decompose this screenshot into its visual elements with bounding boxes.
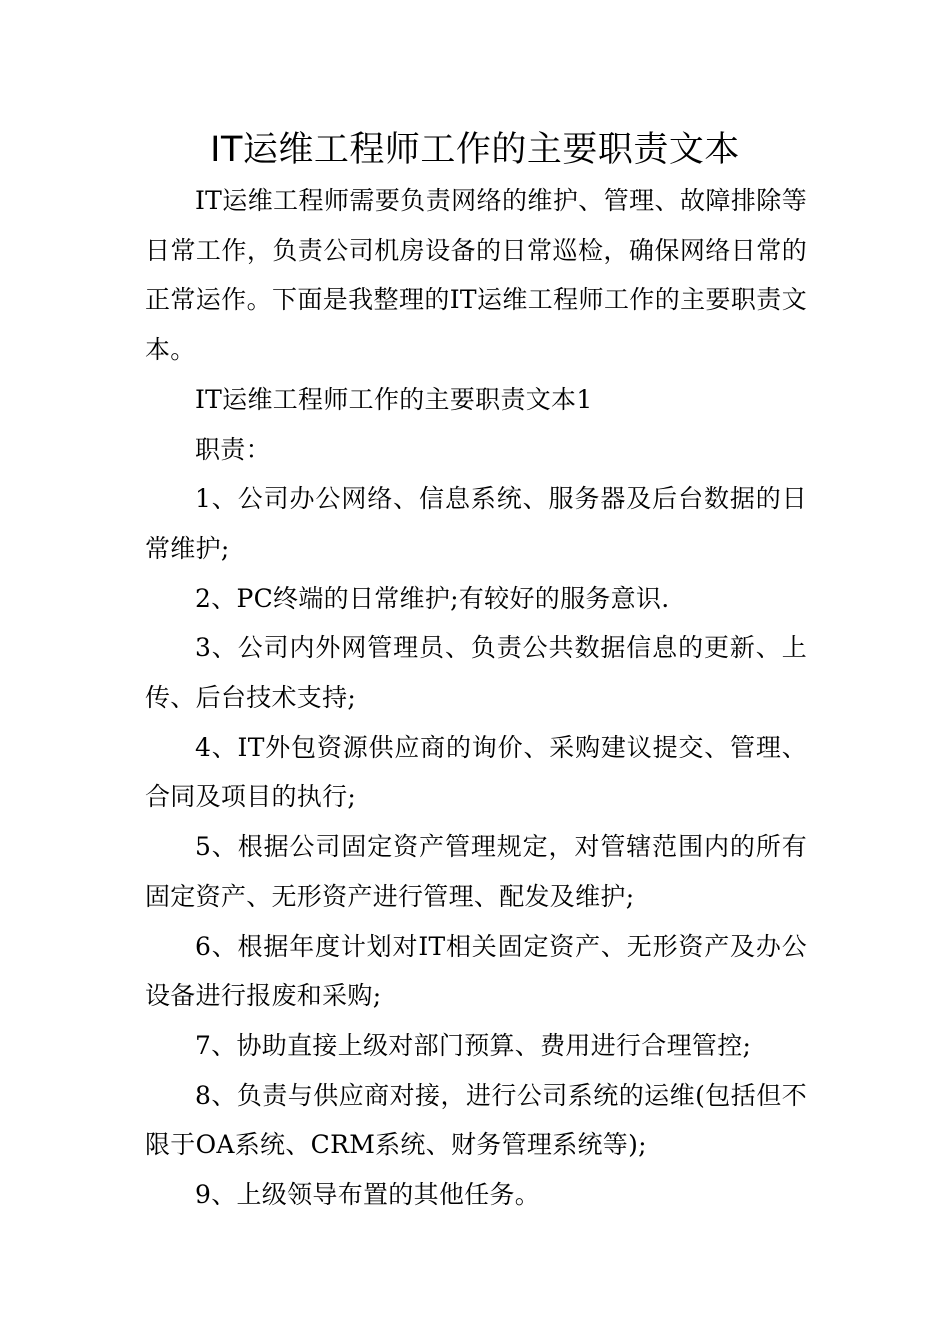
duty-item-6: 6、根据年度计划对IT相关固定资产、无形资产及办公设备进行报废和采购; [145,931,807,1011]
duty-item-9: 9、上级领导布置的其他任务。 [195,1180,541,1210]
duties-label: 职责： [195,434,271,464]
duty-item-3: 3、公司内外网管理员、负责公共数据信息的更新、上传、后台技术支持; [145,633,807,713]
intro-paragraph: IT运维工程师需要负责网络的维护、管理、故障排除等日常工作，负责公司机房设备的日常巡检，确保网络日常的正常运作。下面是我整理的IT运维工程师工作的主要职责文本。 [145,186,807,365]
section-heading: IT运维工程师工作的主要职责文本1 [195,384,593,414]
duty-item-4: 4、IT外包资源供应商的询价、采购建议提交、管理、合同及项目的执行; [145,732,807,812]
document-title: IT运维工程师工作的主要职责文本 [210,130,740,170]
duty-item-2: 2、PC终端的日常维护;有较好的服务意识. [195,583,670,613]
duty-item-7: 7、协助直接上级对部门预算、费用进行合理管控; [195,1030,752,1060]
duty-item-5: 5、根据公司固定资产管理规定，对管辖范围内的所有固定资产、无形资产进行管理、配发及维护; [145,832,807,911]
duty-item-1: 1、公司办公网络、信息系统、服务器及后台数据的日常维护; [145,484,807,563]
document-body [145,176,807,1220]
duty-item-8: 8、负责与供应商对接，进行公司系统的运维(包括但不限于OA系统、CRM系统、财务管理系统等); [145,1080,807,1160]
